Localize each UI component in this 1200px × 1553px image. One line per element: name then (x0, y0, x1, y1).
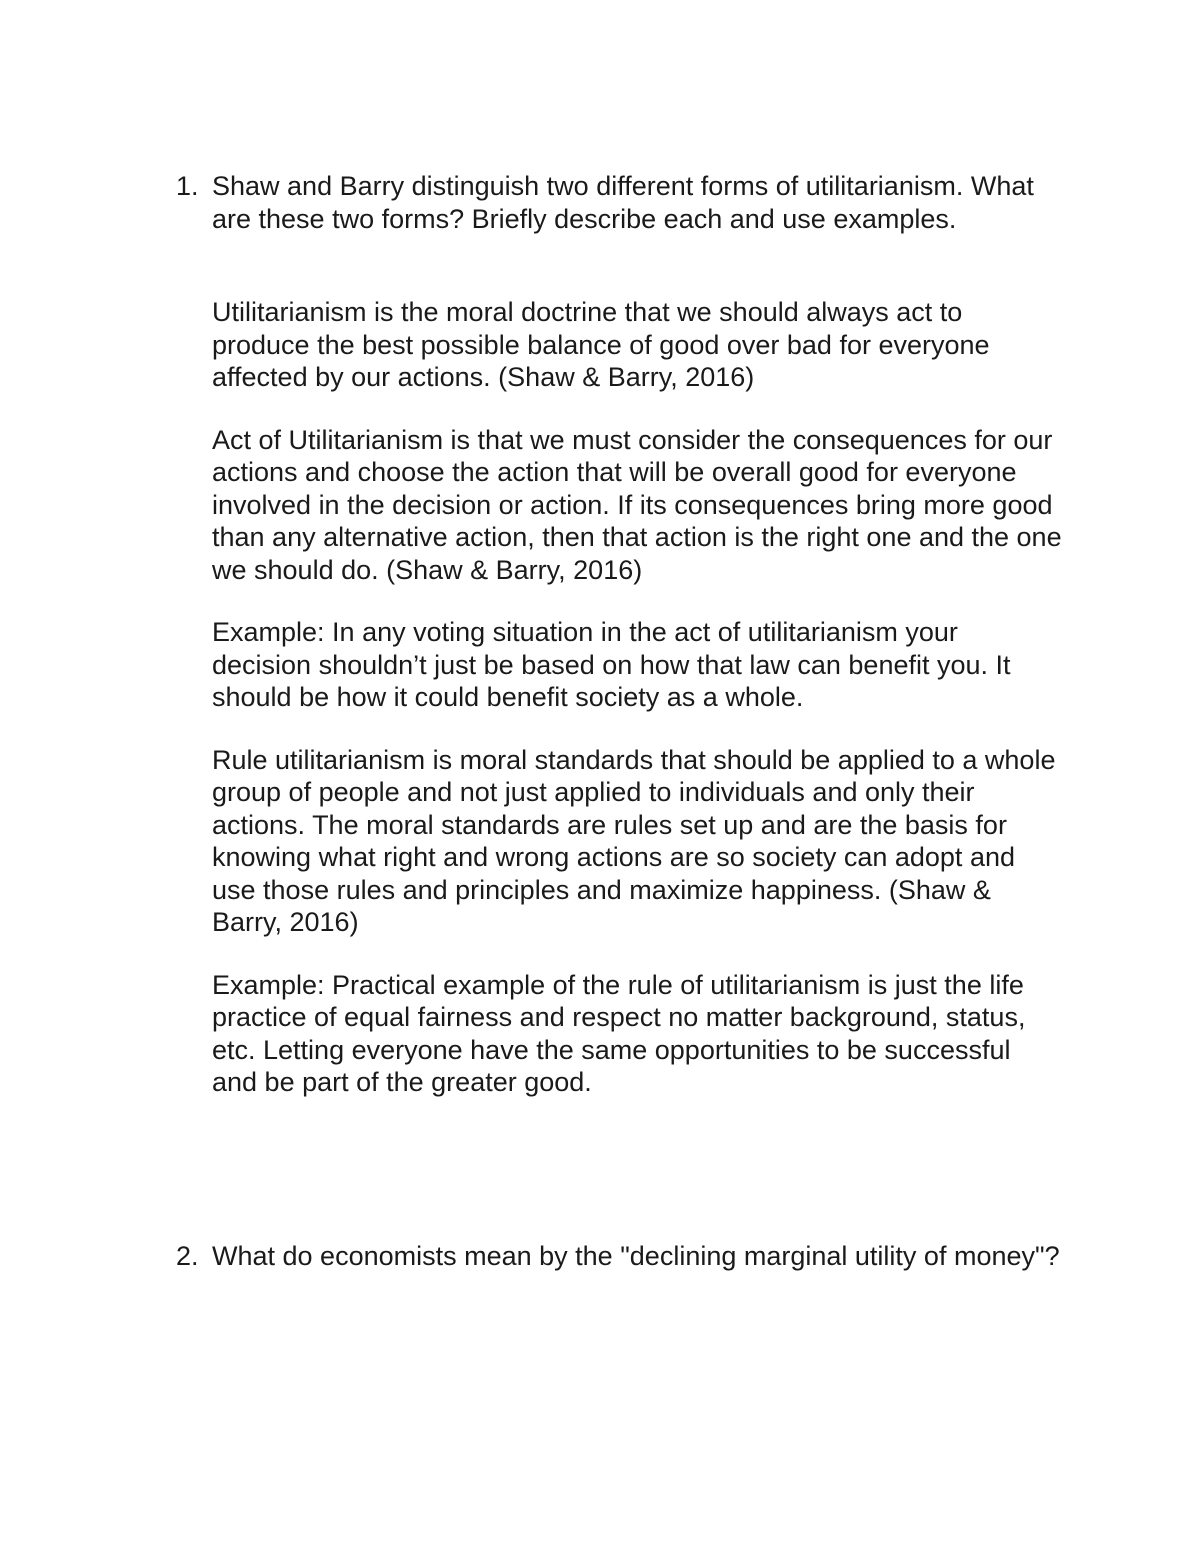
answer-paragraph-rule-utilitarianism: Rule utilitarianism is moral standards that should be applied to a whole group of people and not just applied to individuals and only their actions. The moral standards are rules set up and are the basis for knowing what right and wrong actions are so society can adopt and use those rules and principles and maximize happiness. (Shaw & Barry, 2016) (212, 744, 1056, 937)
question-text: What do economists mean by the "declining marginal utility of money"? (212, 1241, 1060, 1271)
answer-1 (176, 296, 1076, 1129)
answer-paragraph-definition: Utilitarianism is the moral doctrine that we should always act to produce the best possible balance of good over bad for everyone affected by our actions. (Shaw & Barry, 2016) (212, 297, 990, 392)
question-number: 2. (176, 1241, 199, 1271)
question-text: Shaw and Barry distinguish two different forms of utilitarianism. What are these two forms? Briefly describe each and use examples. (212, 171, 1034, 234)
answer-paragraph-act-example: Example: In any voting situation in the act of utilitarianism your decision shouldn’t just be based on how that law can benefit you. It should be how it could benefit society as a whole. (212, 617, 1011, 712)
question-number: 1. (176, 171, 199, 201)
answer-paragraph-act-utilitarianism: Act of Utilitarianism is that we must consider the consequences for our actions and choose the action that will be overall good for everyone involved in the decision or action. If its consequences bring more good than any alternative action, then that action is the right one and the one we should do. (Shaw & Barry, 2016) (212, 424, 1062, 585)
question-1 (176, 170, 1076, 235)
answer-paragraph-rule-example: Example: Practical example of the rule of utilitarianism is just the life practice of equal fairness and respect no matter background, status, etc. Letting everyone have the same opportunities to be successful and be part of the greater good. (212, 969, 1026, 1097)
question-2 (176, 1240, 1076, 1273)
